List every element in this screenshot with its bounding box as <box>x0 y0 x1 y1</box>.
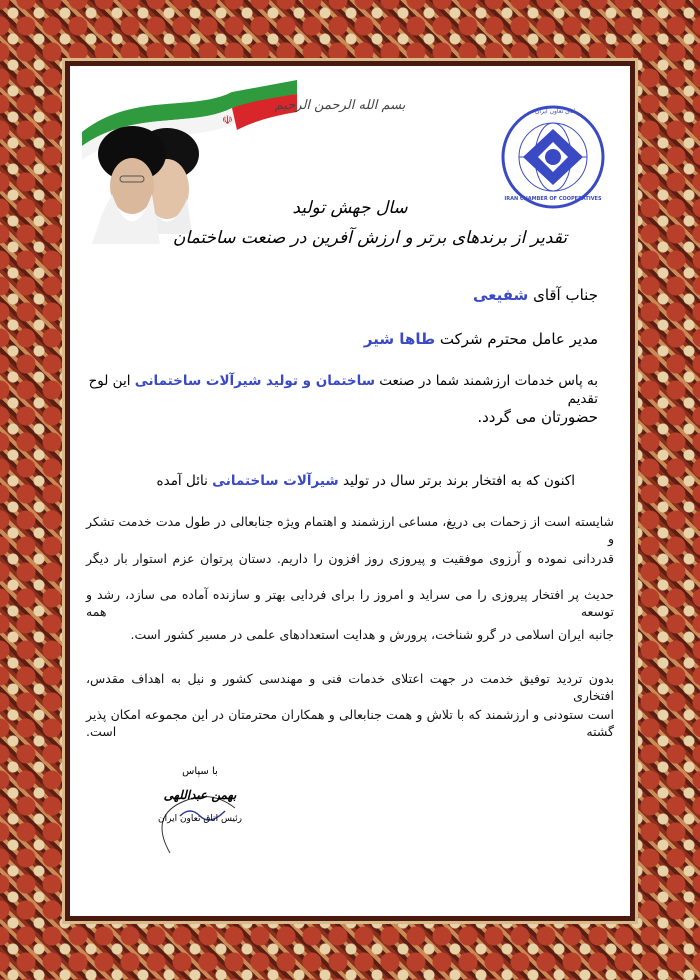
bismillah-calligraphy: بسم الله الرحمن الرحیم <box>274 98 406 113</box>
logo-text-en: IRAN CHAMBER OF COOPERATIVES <box>504 196 602 202</box>
award-text-end: نائل آمده <box>156 473 208 489</box>
signatory-position: رئیس اتاق تعاون ایران <box>158 814 242 824</box>
chamber-logo <box>500 104 606 210</box>
intro-line <box>88 372 598 408</box>
company-name: طاها شیر <box>363 330 436 348</box>
paragraph-line: جانبه ایران اسلامی در گرو شناخت، پرورش و هدایت استعدادهای علمی در مسیر کشور است. <box>130 627 614 642</box>
intro-text-end: این لوح تقدیم <box>88 373 598 407</box>
salutation: جناب آقای <box>533 286 598 304</box>
award-product: شیرآلات ساختمانی <box>212 473 339 489</box>
logo-text-fa: اتاق تعاون ایران <box>534 108 576 115</box>
paragraph-line: قدردانی نموده و آرزوی موفقیت و پیروزی روز افزون را داریم. دستان پرتوان عزم استوار بار دیگر <box>86 551 614 566</box>
intro-text: به پاس خدمات ارزشمند شما در صنعت <box>379 373 598 389</box>
industry-name: ساختمان و تولید شیرآلات ساختمانی <box>134 373 375 389</box>
certificate-subtitle: تقدیر از برندهای برتر و ارزش آفرین در صنعت ساختمان <box>172 228 568 248</box>
award-text: اکنون که به افتخار برند برتر سال در تولید <box>343 473 575 489</box>
paragraph-line: شایسته است از زحمات بی دریغ، مساعی ارزشمند و اهتمام ویژه جنابعالی در طول مدت خدمت تشکر و <box>86 514 614 546</box>
recipient-line <box>198 286 598 304</box>
certificate-paper <box>70 66 630 916</box>
paragraph-line: حدیث پر افتخار پیروزی را می سراید و امروز را برای فردایی بهتر و سازنده آماده می سازد، رشد و توسعه همه <box>86 587 614 619</box>
recipient-title: مدیر عامل محترم شرکت <box>439 330 598 348</box>
paragraph-line: بدون تردید توفیق خدمت در جهت اعتلای خدمات فنی و مهندسی کشور و نیل به اهداف مقدس، افتخاری <box>86 671 614 703</box>
signature-closing: با سپاس <box>182 766 218 777</box>
signatory-name: بهمن عبداللهی <box>163 788 237 802</box>
paragraph-line: است ستودنی و ارزشمند که با تلاش و همت جنابعالی و همکاران محترمتان در این مجموعه امکان پذیر گشته است. <box>86 707 614 739</box>
year-slogan: سال جهش تولید <box>292 198 408 218</box>
svg-text:☫: ☫ <box>222 113 233 127</box>
award-line <box>95 472 575 490</box>
title-line <box>198 330 598 348</box>
intro-closing: حضورتان می گردد. <box>477 408 598 426</box>
recipient-name: شفیعی <box>472 286 529 304</box>
